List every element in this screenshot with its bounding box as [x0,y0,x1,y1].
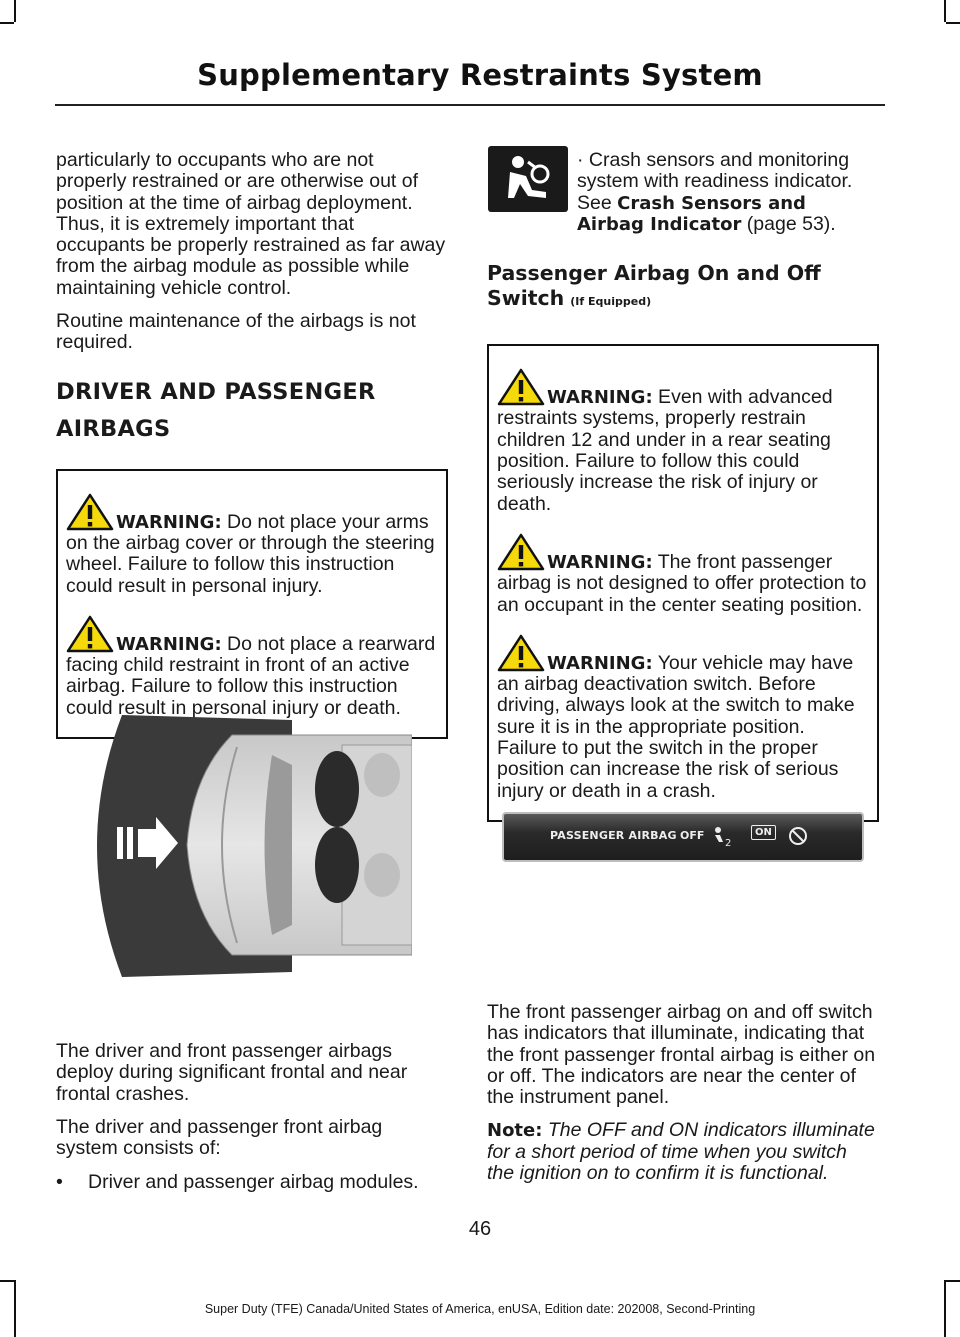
crop-mark [946,22,960,24]
intro-paragraph: particularly to occupants who are not properly restrained or are otherwise out of position at the time of airbag deployment. Thus, it is extremely important that occupants be properly restrained as far away from the airbag module as possible while maintaining vehicle control. [56,149,446,299]
passenger-airbag-indicator-panel [502,812,864,862]
warning-triangle-icon [497,533,545,571]
crop-mark [0,1280,14,1282]
warning-box-left [56,469,448,739]
warning-item: WARNING: Do not place your arms on the airbag cover or through the steering wheel. Failure to follow this instruction could result in personal injury. [66,493,438,597]
prohibited-icon [788,826,808,846]
warning-triangle-icon [497,634,545,672]
system-paragraph: The driver and passenger front airbag system consists of: [56,1115,383,1160]
page-number: 46 [468,1218,492,1240]
header-divider [55,104,885,106]
child-seat-icon [710,824,736,850]
deploy-paragraph: The driver and front passenger airbags deploy during significant frontal and near frontal crashes. [56,1040,408,1105]
panel-label: PASSENGER AIRBAG [550,829,677,842]
indicator-paragraph: The front passenger airbag on and off switch has indicators that illuminate, indicating that the front passenger frontal airbag is either on or off. The indicators are near the center of the instrument panel. [487,1000,876,1109]
warning-item: WARNING: Your vehicle may have an airbag deactivation switch. Before driving, always look at the switch to make sure it is in the appropriate position. Failure to put the switch in the proper position can increase the risk of serious injury or death in a crash. [497,634,869,802]
warning-triangle-icon [66,615,114,653]
list-item: • Driver and passenger airbag modules. [56,1170,419,1193]
panel-on-indicator: ON [751,825,776,840]
crop-mark [14,0,16,22]
sensor-paragraph: · Crash sensors and monitoring system with readiness indicator. See Crash Sensors and Airbag Indicator (page 53). [577,149,853,235]
right-column [487,150,879,1196]
warning-item: WARNING: The front passenger airbag is not designed to offer protection to an occupant in the center seating position. [497,533,869,616]
warning-box-right [487,344,879,822]
airbag-deployment-figure [82,715,412,977]
section-heading-airbags: DRIVER AND PASSENGER AIRBAGS [56,378,376,442]
note-paragraph: Note: The OFF and ON indicators illuminate for a short period of time when you switch the ignition on to confirm it is functional. [487,1119,875,1185]
warning-triangle-icon [497,368,545,406]
crop-mark [0,22,14,24]
maintenance-paragraph: Routine maintenance of the airbags is not required. [56,310,416,354]
page-title: Supplementary Restraints System [197,58,763,92]
crop-mark [946,1280,960,1282]
warning-item: WARNING: Even with advanced restraints systems, properly restrain children 12 and under in a rear seating position. Failure to follow this could seriously increase the risk of injury or death. [497,368,869,515]
section-heading-passenger-switch: Passenger Airbag On and Off Switch (If Equipped) [487,261,821,311]
svg-text:2: 2 [725,838,732,849]
footer-edition-info: Super Duty (TFE) Canada/United States of America, enUSA, Edition date: 202008, Second-Printing [204,1302,756,1316]
crash-sensors-reference-link[interactable]: Crash Sensors and Airbag Indicator [577,192,806,235]
left-column [56,150,448,1193]
crop-mark [944,0,946,22]
bullet-mark: • [56,1170,63,1193]
panel-off-indicator: OFF [680,829,705,842]
warning-triangle-icon [66,493,114,531]
warning-item: WARNING: Do not place a rearward facing child restraint in front of an active airbag. Failure to follow this instruction could result in personal injury or death. [66,615,438,719]
